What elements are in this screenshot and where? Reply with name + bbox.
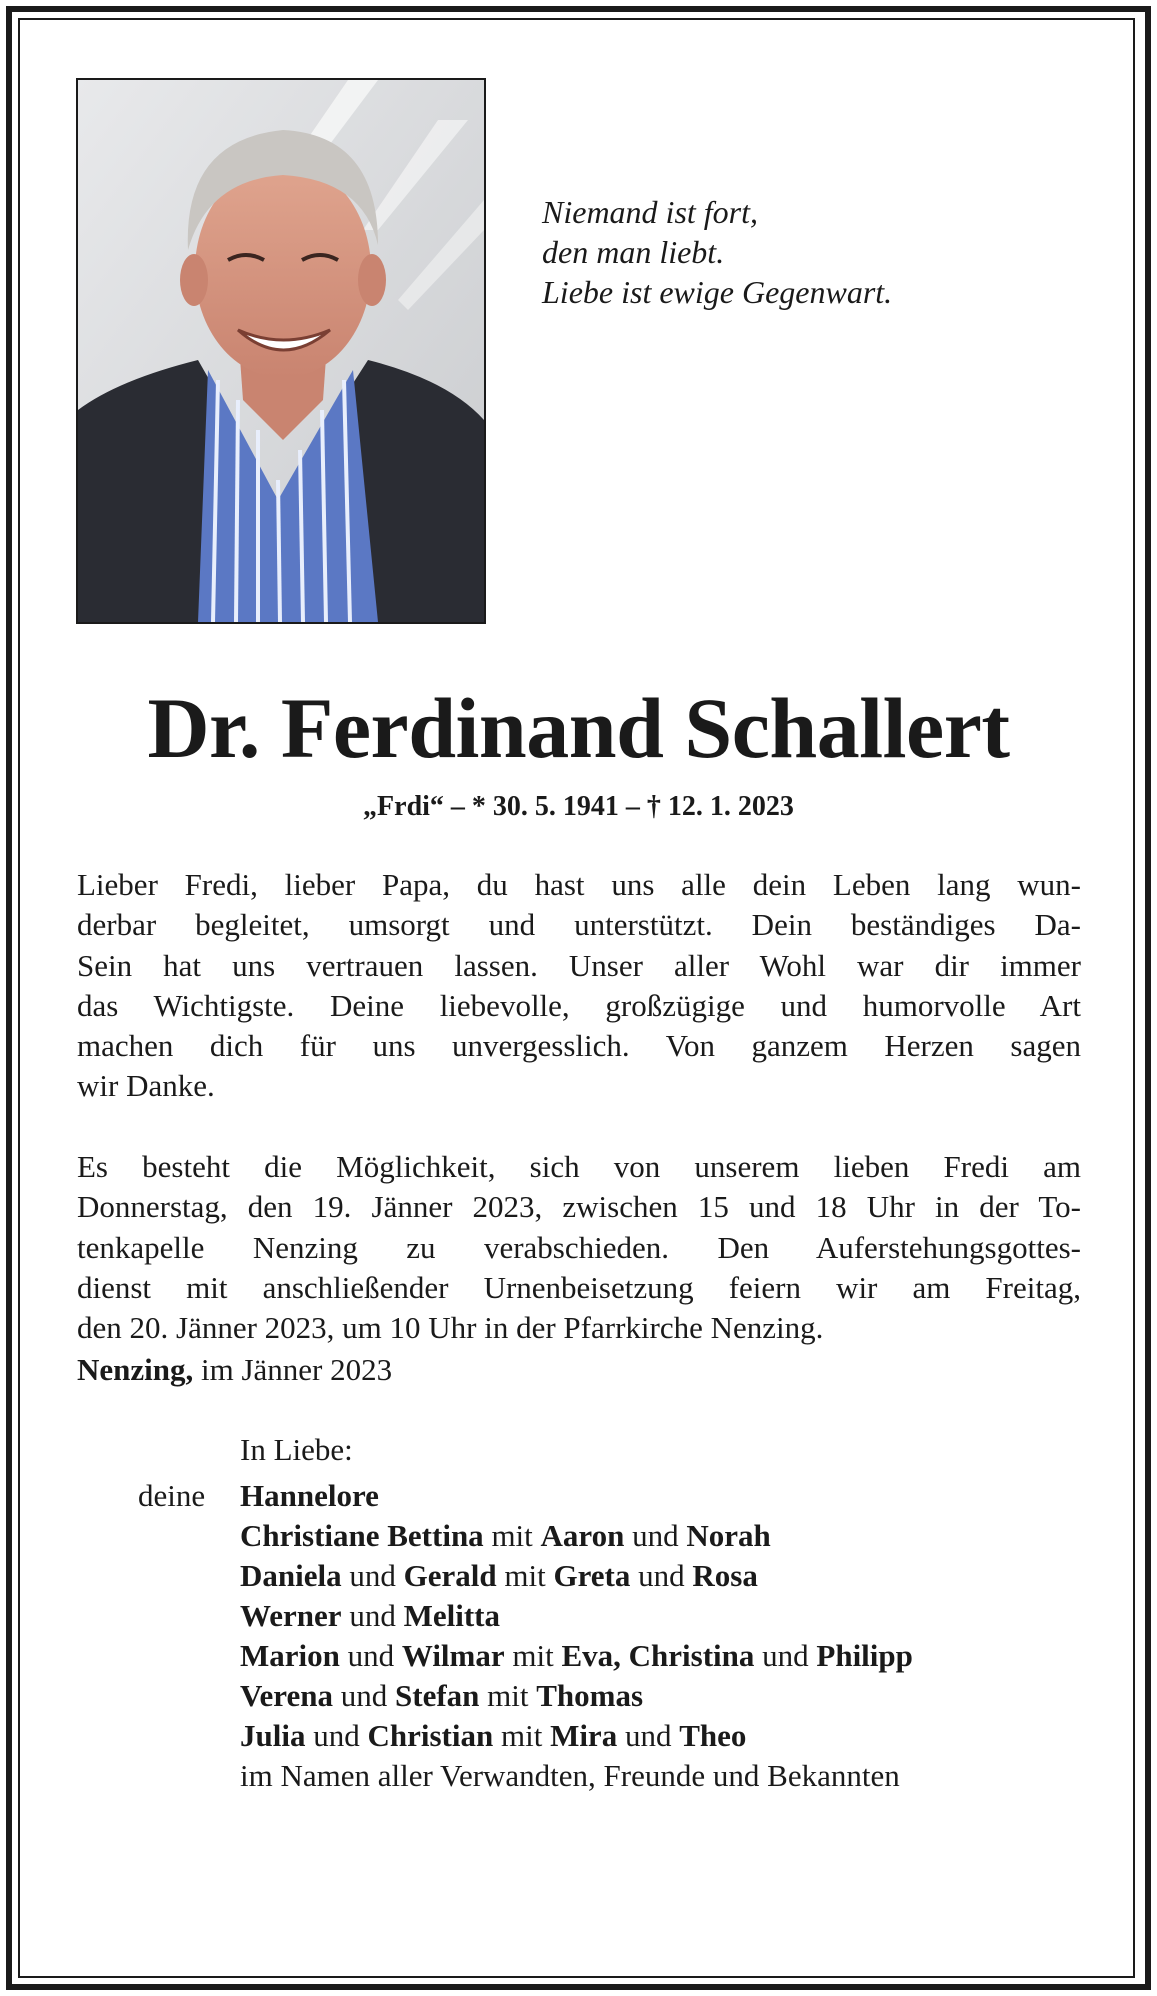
paragraph-line: machen dich für uns unvergesslich. Von ganzem Herzen sagen [77,1028,1081,1064]
family-row [240,1476,913,1516]
family-member-name: Verena [240,1678,333,1713]
place-town: Nenzing, [77,1352,194,1387]
paragraph-line: Es besteht die Möglichkeit, sich von unserem lieben Fredi am [77,1149,1081,1184]
family-member-name: Philipp [816,1638,913,1673]
family-connector: und [630,1558,693,1593]
family-row [240,1556,913,1596]
family-row [240,1636,913,1676]
ceremony-paragraph [77,1147,1081,1348]
memorial-quote [542,192,892,312]
family-member-name: Eva, Christina [561,1638,755,1673]
family-member-name: Norah [686,1518,771,1553]
paragraph-line: wir Danke. [77,1068,215,1104]
family-connector: und [339,1638,402,1673]
family-member-name: Aaron [540,1518,625,1553]
family-connector: mit [504,1638,562,1673]
family-member-name: Stefan [395,1678,480,1713]
family-connector: und [617,1718,680,1753]
place-date: im Jänner 2023 [201,1352,393,1387]
family-list [240,1476,913,1796]
deine-label: deine [138,1478,206,1513]
portrait-photo [76,78,486,624]
family-member-name: Thomas [536,1678,644,1713]
family-row [240,1596,913,1636]
life-dates: „Frdi“ – * 30. 5. 1941 – † 12. 1. 2023 [363,791,794,822]
place-date-line [77,1350,392,1390]
family-member-name: Theo [679,1718,747,1753]
family-connector: im Namen aller Verwandten, Freunde und Bekannten [240,1758,900,1793]
quote-line: Liebe ist ewige Gegenwart. [542,274,893,310]
in-love-label: In Liebe: [240,1432,353,1467]
paragraph-line: dienst mit anschließender Urnenbeisetzung feiern wir am Freitag, [77,1269,1081,1305]
tribute-paragraph [77,865,1081,1107]
family-connector: mit [479,1678,537,1713]
family-connector: mit [493,1718,551,1753]
deceased-name: Dr. Ferdinand Schallert [147,680,1010,776]
quote-line: Niemand ist fort, [542,194,759,230]
family-row [240,1516,913,1556]
family-member-name: Wilmar [401,1638,505,1673]
paragraph-line: den 20. Jänner 2023, um 10 Uhr in der Pfarrkirche Nenzing. [77,1310,824,1346]
quote-line: den man liebt. [542,234,725,270]
paragraph-line: das Wichtigste. Deine liebevolle, großzügige und humorvolle Art [77,987,1081,1023]
family-member-name: Greta [553,1558,631,1593]
family-connector: mit [496,1558,554,1593]
family-member-name: Rosa [692,1558,758,1593]
paragraph-line: Sein hat uns vertrauen lassen. Unser aller Wohl war dir immer [77,947,1081,983]
family-member-name: Julia [240,1718,306,1753]
family-row [240,1716,913,1756]
paragraph-line: derbar begleitet, umsorgt und unterstützt. Dein beständiges Da- [77,907,1081,943]
family-member-name: Christian [367,1718,494,1753]
family-connector: und [624,1518,687,1553]
family-row [240,1676,913,1716]
family-member-name: Mira [550,1718,618,1753]
family-member-name: Christiane Bettina [240,1518,484,1553]
family-connector: mit [483,1518,541,1553]
family-connector: und [341,1558,404,1593]
family-connector: und [341,1598,404,1633]
family-member-name: Gerald [403,1558,497,1593]
family-member-name: Hannelore [240,1478,379,1513]
paragraph-line: tenkapelle Nenzing zu verabschieden. Den Auferstehungsgottes- [77,1229,1081,1265]
paragraph-line: Lieber Fredi, lieber Papa, du hast uns alle dein Leben lang wun- [77,867,1081,902]
family-member-name: Daniela [240,1558,342,1593]
portrait-illustration-icon [78,80,484,622]
family-connector: und [333,1678,395,1713]
family-connector: und [305,1718,368,1753]
family-connector: und [754,1638,817,1673]
paragraph-line: Donnerstag, den 19. Jänner 2023, zwischen 15 und 18 Uhr in der To- [77,1189,1081,1225]
family-member-name: Werner [240,1598,342,1633]
family-member-name: Melitta [403,1598,500,1633]
family-member-name: Marion [240,1638,340,1673]
family-row [240,1756,913,1796]
